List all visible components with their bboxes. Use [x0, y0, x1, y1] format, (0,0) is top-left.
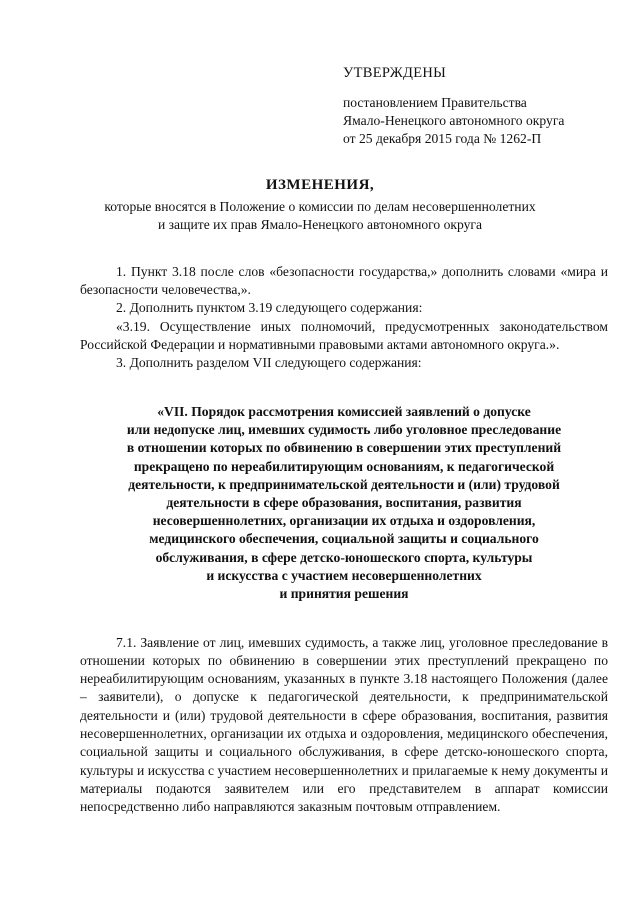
approval-stamp [343, 64, 623, 148]
section-heading-line: обслуживания, в сфере детско-юношеского спорта, культуры [155, 549, 533, 565]
document-subtitle-line-1: которые вносятся в Положение о комиссии по делам несовершеннолетних [104, 199, 536, 214]
document-subtitle-line-2: и защите их прав Ямало-Ненецкого автономного округа [157, 217, 482, 232]
amendment-item-3: 3. Дополнить разделом VII следующего содержания: [116, 355, 422, 371]
section-heading-line: прекращено по нереабилитирующим основаниям, к педагогической [133, 458, 555, 474]
section-vii-heading [80, 403, 608, 603]
amendment-item-1: 1. Пункт 3.18 после слов «безопасности государства,» дополнить словами «мира и безопасности человечества,». [80, 264, 608, 298]
approval-heading: УТВЕРЖДЕНЫ [343, 65, 447, 81]
section-heading-line: «VII. Порядок рассмотрения комиссией заявлений о допуске [157, 404, 531, 419]
section-heading-line: в отношении которых по обвинению в совершении этих преступлений [126, 440, 562, 456]
section-heading-line: несовершеннолетних, организации их отдыха и оздоровления, [152, 513, 536, 529]
document-title: ИЗМЕНЕНИЯ, [265, 177, 375, 193]
section-heading-line: медицинского обеспечения, социальной защиты и социального [149, 531, 539, 547]
amendment-item-2-quote: «3.19. Осуществление иных полномочий, предусмотренных законодательством Российской Федерации и нормативными правовыми актами автономного округа.». [80, 318, 608, 352]
document-title-block [60, 176, 580, 234]
approval-line-1: постановлением Правительства [343, 95, 527, 110]
approval-line-2: Ямало-Ненецкого автономного округа [343, 113, 565, 128]
section-heading-line: и искусства с участием несовершеннолетних [206, 567, 482, 583]
amendment-item-2: 2. Дополнить пунктом 3.19 следующего содержания: [116, 300, 423, 316]
approval-line-3: от 25 декабря 2015 года № 1262-П [343, 131, 542, 146]
paragraph-7-1: 7.1. Заявление от лиц, имевших судимость, а также лиц, уголовное преследование в отношении которых по обвинению в совершении этих преступлений прекращено по нереабилитирующим основаниям, указанных в пункте 3.18 настоящего Положения (далее – заявители), о допуске к педагогической деятельности, к предпринимательской деятельности и (или) трудовой деятельности в сфере образования, воспитания, развития несовершеннолетних, организации их отдыха и оздоровления, медицинского обеспечения, социальной защиты и социального обслуживания, в сфере детско-юношеского спорта, культуры и искусства с участием несовершеннолетних и прилагаемые к нему документы и материалы подаются заявителем или его представителем в аппарат комиссии непосредственно либо направляются заказным почтовым отправлением. [80, 634, 608, 815]
section-heading-line: или недопуске лиц, имевших судимость либо уголовное преследование [126, 422, 562, 438]
section-heading-line: деятельности, к предпринимательской деятельности и (или) трудовой [128, 476, 560, 492]
amendments-list [80, 263, 608, 372]
section-heading-line: деятельности в сфере образования, воспитания, развития [166, 495, 522, 511]
section-heading-line: и принятия решения [279, 586, 409, 602]
